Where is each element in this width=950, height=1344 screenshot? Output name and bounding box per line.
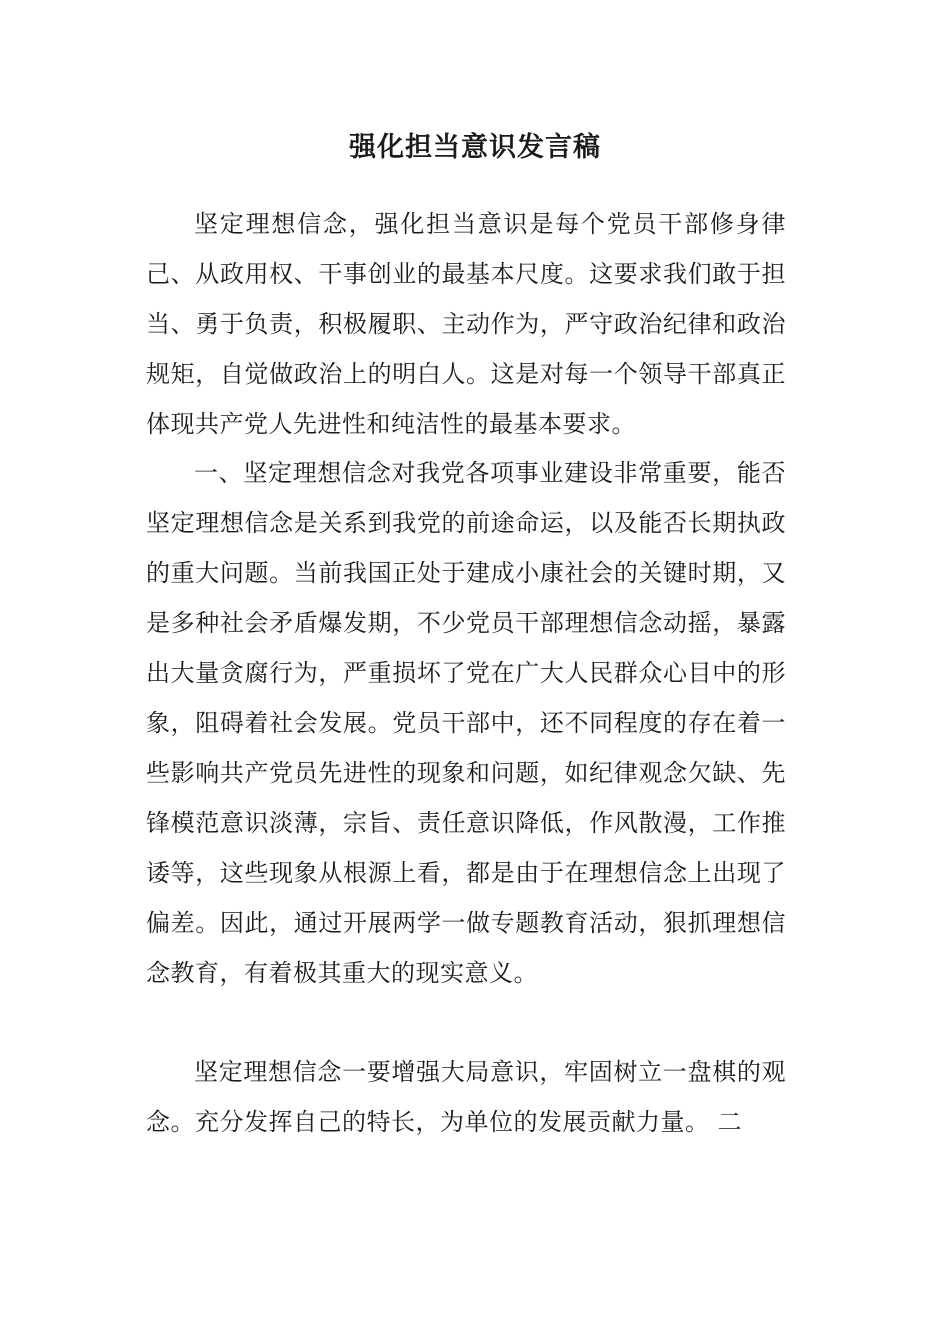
- paragraph-overall-view: 坚定理想信念一要增强大局意识，牢固树立一盘棋的观念。充分发挥自己的特长，为单位的发展贡献力量。 二: [146, 1058, 786, 1136]
- document-title: 强化担当意识发言稿: [349, 132, 601, 163]
- paragraph-intro: 坚定理想信念，强化担当意识是每个党员干部修身律己、从政用权、干事创业的最基本尺度。这要求我们敢于担当、勇于负责，积极履职、主动作为，严守政治纪律和政治规矩，自觉做政治上的明白人。这是对每一个领导干部真正体现共产党人先进性和纯洁性的最基本要求。: [146, 210, 786, 438]
- paragraph-section-one: 一、坚定理想信念对我党各项事业建设非常重要，能否坚定理想信念是关系到我党的前途命运，以及能否长期执政的重大问题。当前我国正处于建成小康社会的关键时期，又是多种社会矛盾爆发期，不少党员干部理想信念动摇，暴露出大量贪腐行为，严重损坏了党在广大人民群众心目中的形象，阻碍着社会发展。党员干部中，还不同程度的存在着一些影响共产党员先进性的现象和问题，如纪律观念欠缺、先锋模范意识淡薄，宗旨、责任意识降低，作风散漫，工作推诿等，这些现象从根源上看，都是由于在理想信念上出现了偏差。因此，通过开展两学一做专题教育活动，狠抓理想信念教育，有着极其重大的现实意义。: [146, 459, 786, 987]
